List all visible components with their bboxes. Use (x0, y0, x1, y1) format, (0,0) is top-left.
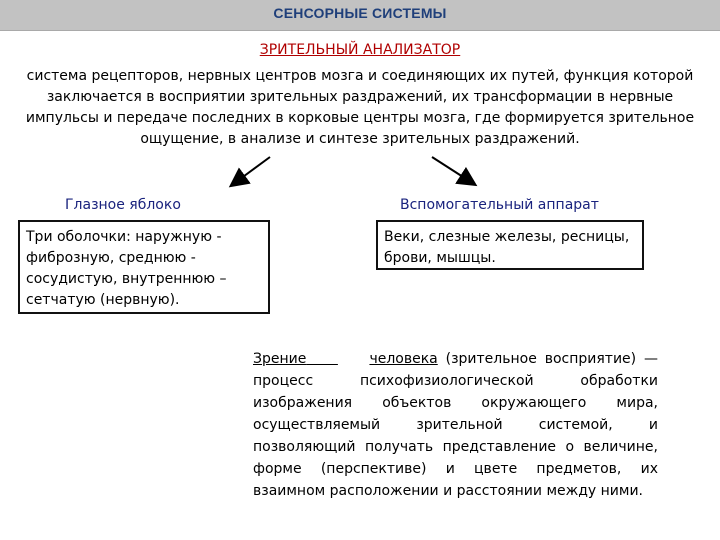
section-title: ЗРИТЕЛЬНЫЙ АНАЛИЗАТОР (259, 42, 461, 58)
term-human: человека (369, 351, 438, 367)
arrow-right (432, 157, 474, 184)
eyeball-box (18, 220, 270, 314)
arrow-left (232, 157, 270, 185)
accessory-label: Вспомогательный аппарат (400, 197, 599, 213)
definition-text: система рецепторов, нервных центров мозга и соединяющих их путей, функция которой заключается в восприятии зрительных раздражений, их трансформации в нервные импульсы и передаче последних в корковые центры мозга, где формируется зрительное ощущение, в анализе и синтезе зрительных раздражений. (25, 68, 695, 147)
vision-text: (зрительное восприятие) — процесс психофизиологической обработки изображения объектов окружающего мира, осуществляемый зрительной системой, и позволяющий получать представление о величине, форме (перспективе) и цвете предметов, их взаимном расположении и расстоянии между ними. (253, 351, 658, 499)
vision-paragraph (253, 348, 658, 502)
page-title: СЕНСОРНЫЕ СИСТЕМЫ (273, 5, 447, 21)
accessory-box (376, 220, 644, 270)
eyeball-label: Глазное яблоко (65, 197, 181, 213)
eyeball-text: Три оболочки: наружную - фиброзную, среднюю - сосудистую, внутреннюю – сетчатую (нервную). (26, 229, 227, 308)
accessory-text: Веки, слезные железы, ресницы, брови, мышцы. (384, 229, 630, 266)
term-vision: Зрение (253, 351, 307, 367)
